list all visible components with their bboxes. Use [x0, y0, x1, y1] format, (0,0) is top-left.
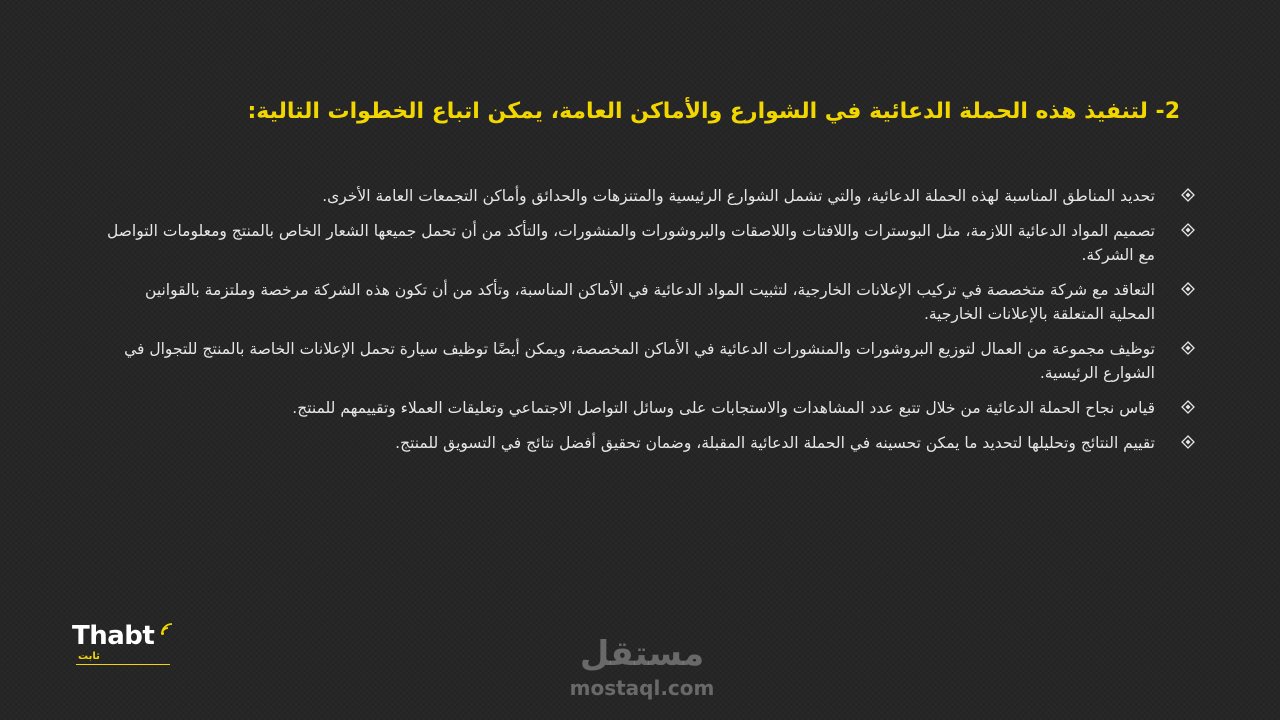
bullet-text: تحديد المناطق المناسبة لهذه الحملة الدعائية، والتي تشمل الشوارع الرئيسية والمتنزهات والحدائق وأماكن التجمعات العامة الأخرى. [322, 187, 1155, 205]
diamond-bullet-icon [1181, 188, 1195, 202]
bullet-item [105, 184, 1195, 208]
bullet-item [105, 337, 1195, 385]
bullet-text: تقييم النتائج وتحليلها لتحديد ما يمكن تحسينه في الحملة الدعائية المقبلة، وضمان تحقيق أفضل نتائج في التسويق للمنتج. [395, 434, 1155, 452]
watermark-text: مستقل [579, 634, 705, 674]
bullet-text: قياس نجاح الحملة الدعائية من خلال تتبع عدد المشاهدات والاستجابات على وسائل التواصل الاجتماعي وتعليقات العملاء وتقييمهم للمنتج. [292, 399, 1155, 417]
logo-wordmark: Thabt [72, 621, 155, 651]
mostaql-watermark [560, 632, 724, 708]
diamond-bullet-icon [1181, 435, 1195, 449]
bullet-text: التعاقد مع شركة متخصصة في تركيب الإعلانات الخارجية، لتثبيت المواد الدعائية في الأماكن المناسبة، وتأكد من أن تكون هذه الشركة مرخصة وملتزمة بالقوانين المحلية المتعلقة بالإعلانات الخارجية. [145, 281, 1155, 323]
signal-icon [160, 622, 174, 636]
diamond-bullet-icon [1181, 223, 1195, 237]
logo-subtitle: ثابت [78, 651, 100, 662]
diamond-bullet-icon [1181, 341, 1195, 355]
bullet-item [105, 219, 1195, 267]
thabt-logo [72, 620, 176, 670]
diamond-bullet-icon [1181, 282, 1195, 296]
bullet-item [105, 431, 1195, 455]
bullet-list [105, 184, 1195, 466]
bullet-item [105, 278, 1195, 326]
bullet-text: تصميم المواد الدعائية اللازمة، مثل البوسترات واللافتات واللاصقات والبروشورات والمنشورات، والتأكد من أن تحمل جميعها الشعار الخاص بالمنتج ومعلومات التواصل مع الشركة. [107, 222, 1155, 264]
slide-heading: 2- لتنفيذ هذه الحملة الدعائية في الشوارع والأماكن العامة، يمكن اتباع الخطوات التالية: [247, 99, 1180, 124]
bullet-item [105, 396, 1195, 420]
watermark-url: mostaql.com [569, 676, 715, 700]
logo-underline [76, 664, 170, 665]
diamond-bullet-icon [1181, 400, 1195, 414]
bullet-text: توظيف مجموعة من العمال لتوزيع البروشورات والمنشورات الدعائية في الأماكن المخصصة، ويمكن أيضًا توظيف سيارة تحمل الإعلانات الخاصة بالمنتج للتجوال في الشوارع الرئيسية. [124, 340, 1155, 382]
